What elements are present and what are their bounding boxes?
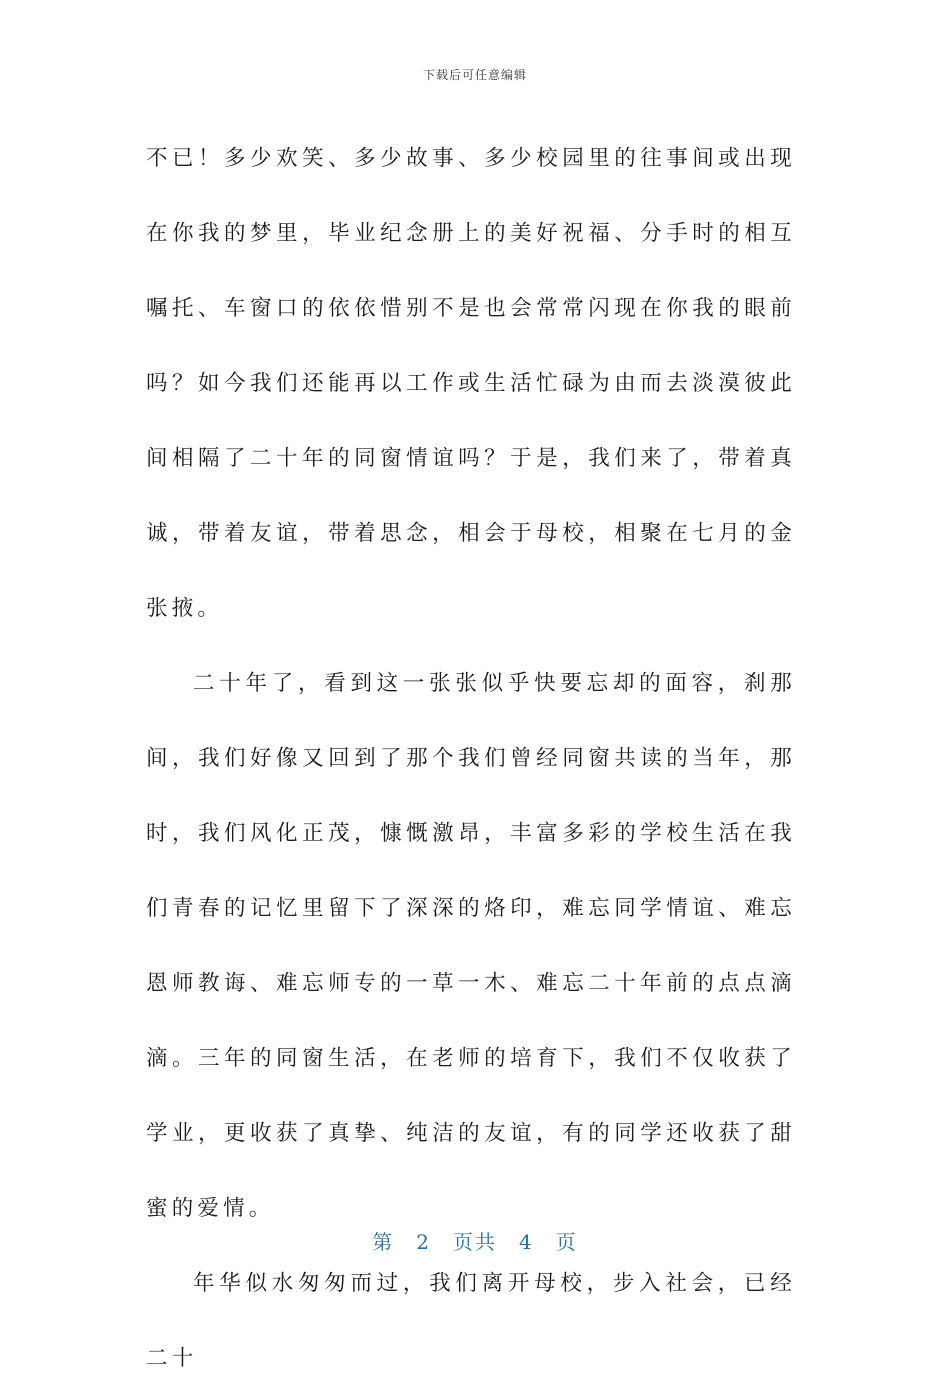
footer-total-pages: 4 [519,1230,534,1254]
paragraph-1: 不已！多少欢笑、多少故事、多少校园里的往事间或出现在你我的梦里，毕业纪念册上的美好祝福、分手时的相互嘱托、车窗口的依依惜别不是也会常常闪现在你我的眼前吗？如今我们还能再以工作或生活忙碌为由而去淡漠彼此间相隔了二十年的同窗情谊吗？于是，我们来了，带着真诚，带着友谊，带着思念，相会于母校，相聚在七月的金张掖。 [146,146,796,621]
footer-prefix: 第 [372,1230,395,1254]
paragraph-2: 二十年了，看到这一张张似乎快要忘却的面容，刹那间，我们好像又回到了那个我们曾经同窗共读的当年，那时，我们风化正茂，慷慨激昂，丰富多彩的学校生活在我们青春的记忆里留下了深深的烙印，难忘同学情谊、难忘恩师教诲、难忘师专的一草一木、难忘二十年前的点点滴滴。三年的同窗生活，在老师的培育下，我们不仅收获了学业，更收获了真挚、纯洁的友谊，有的同学还收获了甜蜜的爱情。 [146,671,796,1221]
page-header: 下载后可任意编辑 [422,68,527,82]
footer-suffix: 页 [555,1230,578,1254]
paragraph-3: 年华似水匆匆而过，我们离开母校，步入社会，已经二十 [146,1271,796,1371]
document-body [146,121,796,1396]
footer-middle: 页共 [453,1230,497,1254]
footer-page-number: 2 [416,1230,431,1254]
page-footer [0,1226,950,1255]
